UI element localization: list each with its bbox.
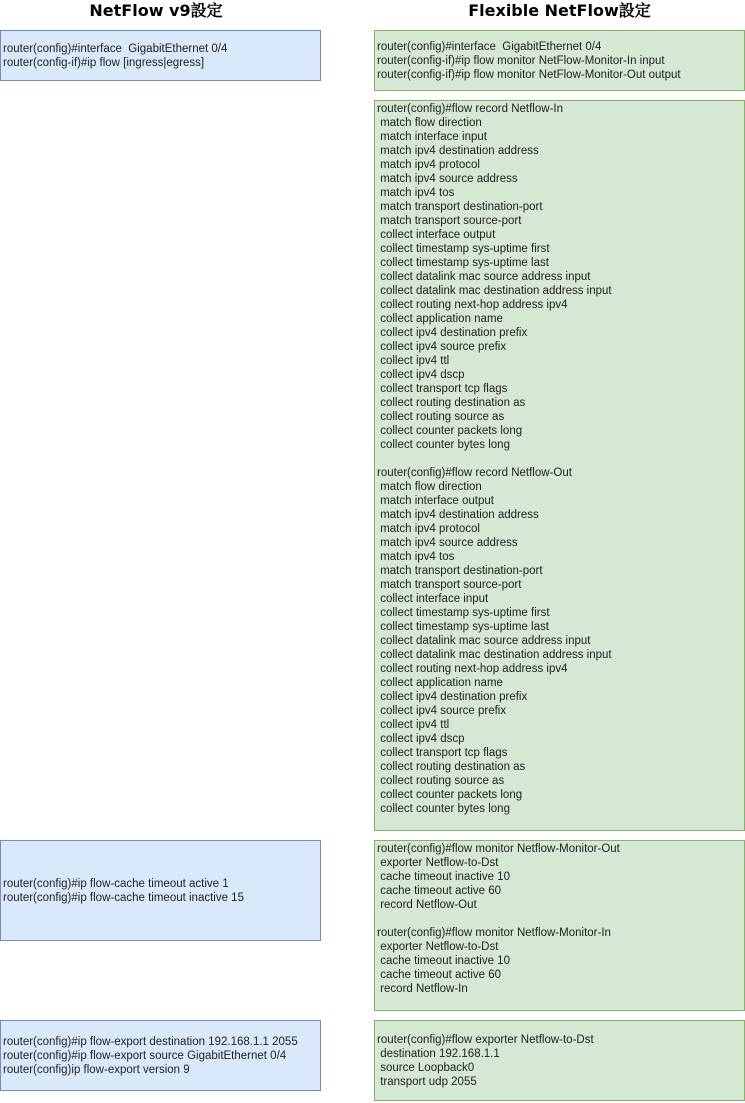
config-line: exporter Netflow-to-Dst bbox=[377, 941, 499, 953]
fnf-flow-exporter-config-box bbox=[374, 1020, 745, 1101]
config-line: collect ipv4 destination prefix bbox=[377, 327, 528, 339]
config-line: router(config)#ip flow-export source GigabitEthernet 0/4 bbox=[3, 1049, 287, 1062]
v9-interface-config-box bbox=[0, 30, 321, 81]
config-line: record Netflow-In bbox=[377, 983, 468, 995]
v9-export-config-box bbox=[0, 1020, 321, 1091]
config-line: collect routing destination as bbox=[377, 761, 526, 773]
config-line: collect datalink mac source address input bbox=[377, 635, 591, 647]
config-line: collect interface input bbox=[377, 593, 489, 605]
config-line: collect timestamp sys-uptime first bbox=[377, 607, 550, 619]
config-line: router(config-if)#ip flow monitor NetFlow-Monitor-Out output bbox=[377, 68, 681, 81]
netflow-v9-header: NetFlow v9設定 bbox=[89, 1, 223, 20]
config-line: collect ipv4 source prefix bbox=[377, 705, 507, 717]
config-line: collect transport tcp flags bbox=[377, 383, 508, 395]
config-line: router(config-if)#ip flow [ingress|egress] bbox=[3, 56, 205, 69]
config-line: collect interface output bbox=[377, 229, 496, 241]
config-line: match interface input bbox=[377, 131, 487, 143]
fnf-interface-config-box bbox=[374, 30, 745, 91]
config-line bbox=[377, 452, 742, 466]
config-line: cache timeout inactive 10 bbox=[377, 955, 510, 967]
config-line: router(config)#ip flow-cache timeout inactive 15 bbox=[3, 891, 244, 904]
config-line: cache timeout active 60 bbox=[377, 969, 502, 981]
config-line: router(config)#flow exporter Netflow-to-Dst bbox=[377, 1033, 594, 1046]
config-line: match ipv4 tos bbox=[377, 187, 455, 199]
config-line: match ipv4 protocol bbox=[377, 159, 480, 171]
config-line: match ipv4 protocol bbox=[377, 523, 480, 535]
config-line: collect routing next-hop address ipv4 bbox=[377, 663, 568, 675]
config-line: match interface output bbox=[377, 495, 494, 507]
config-line: collect timestamp sys-uptime last bbox=[377, 621, 549, 633]
fnf-flow-monitor-config-box bbox=[374, 840, 745, 1011]
config-line: collect counter bytes long bbox=[377, 803, 510, 815]
config-line: match flow direction bbox=[377, 117, 482, 129]
config-line: router(config)#ip flow-export destination 192.168.1.1 2055 bbox=[3, 1035, 298, 1048]
config-line: router(config)#flow record Netflow-In bbox=[377, 103, 563, 115]
config-line: collect routing next-hop address ipv4 bbox=[377, 299, 568, 311]
config-line: collect transport tcp flags bbox=[377, 747, 508, 759]
config-line: collect ipv4 destination prefix bbox=[377, 691, 528, 703]
config-line: router(config)#flow monitor Netflow-Monitor-In bbox=[377, 927, 611, 939]
config-line: match transport source-port bbox=[377, 215, 522, 227]
v9-cache-config-box bbox=[0, 840, 321, 941]
config-line: collect datalink mac destination address input bbox=[377, 649, 612, 661]
config-line bbox=[377, 912, 742, 926]
config-line: router(config)#flow record Netflow-Out bbox=[377, 467, 572, 479]
config-line: router(config-if)#ip flow monitor NetFlow-Monitor-In input bbox=[377, 54, 665, 67]
config-line: match transport destination-port bbox=[377, 201, 543, 213]
config-line: collect routing source as bbox=[377, 775, 505, 787]
config-line: match flow direction bbox=[377, 481, 482, 493]
config-line: match ipv4 destination address bbox=[377, 509, 539, 521]
config-line: destination 192.168.1.1 bbox=[377, 1047, 500, 1060]
config-line: match ipv4 source address bbox=[377, 173, 518, 185]
config-line: collect ipv4 source prefix bbox=[377, 341, 507, 353]
config-line: match ipv4 source address bbox=[377, 537, 518, 549]
fnf-flow-record-config-box bbox=[374, 100, 745, 831]
config-line: match transport destination-port bbox=[377, 565, 543, 577]
config-line: collect datalink mac source address input bbox=[377, 271, 591, 283]
config-line: collect routing destination as bbox=[377, 397, 526, 409]
config-line: collect application name bbox=[377, 313, 503, 325]
config-line: source Loopback0 bbox=[377, 1061, 475, 1074]
config-line: record Netflow-Out bbox=[377, 899, 477, 911]
config-line: collect ipv4 dscp bbox=[377, 369, 465, 381]
config-line: router(config)#ip flow-cache timeout active 1 bbox=[3, 877, 229, 890]
config-line: collect ipv4 ttl bbox=[377, 355, 450, 367]
config-line: exporter Netflow-to-Dst bbox=[377, 857, 499, 869]
config-line: collect timestamp sys-uptime last bbox=[377, 257, 549, 269]
config-line: router(config)#flow monitor Netflow-Monitor-Out bbox=[377, 843, 620, 855]
config-line: match ipv4 destination address bbox=[377, 145, 539, 157]
config-line: collect ipv4 dscp bbox=[377, 733, 465, 745]
config-line: collect counter packets long bbox=[377, 425, 523, 437]
config-line: collect counter bytes long bbox=[377, 439, 510, 451]
config-line: cache timeout inactive 10 bbox=[377, 871, 510, 883]
config-line: transport udp 2055 bbox=[377, 1075, 477, 1088]
config-line: collect timestamp sys-uptime first bbox=[377, 243, 550, 255]
config-line: collect ipv4 ttl bbox=[377, 719, 450, 731]
config-line: router(config)#interface GigabitEthernet 0/4 bbox=[3, 42, 228, 55]
config-line: collect application name bbox=[377, 677, 503, 689]
config-line: router(config)ip flow-export version 9 bbox=[3, 1063, 190, 1076]
config-line: router(config)#interface GigabitEthernet 0/4 bbox=[377, 40, 602, 53]
flexible-netflow-header: Flexible NetFlow設定 bbox=[468, 1, 651, 20]
config-line: match transport source-port bbox=[377, 579, 522, 591]
config-line: collect counter packets long bbox=[377, 789, 523, 801]
config-line: cache timeout active 60 bbox=[377, 885, 502, 897]
config-line: collect routing source as bbox=[377, 411, 505, 423]
config-line: collect datalink mac destination address input bbox=[377, 285, 612, 297]
config-line: match ipv4 tos bbox=[377, 551, 455, 563]
